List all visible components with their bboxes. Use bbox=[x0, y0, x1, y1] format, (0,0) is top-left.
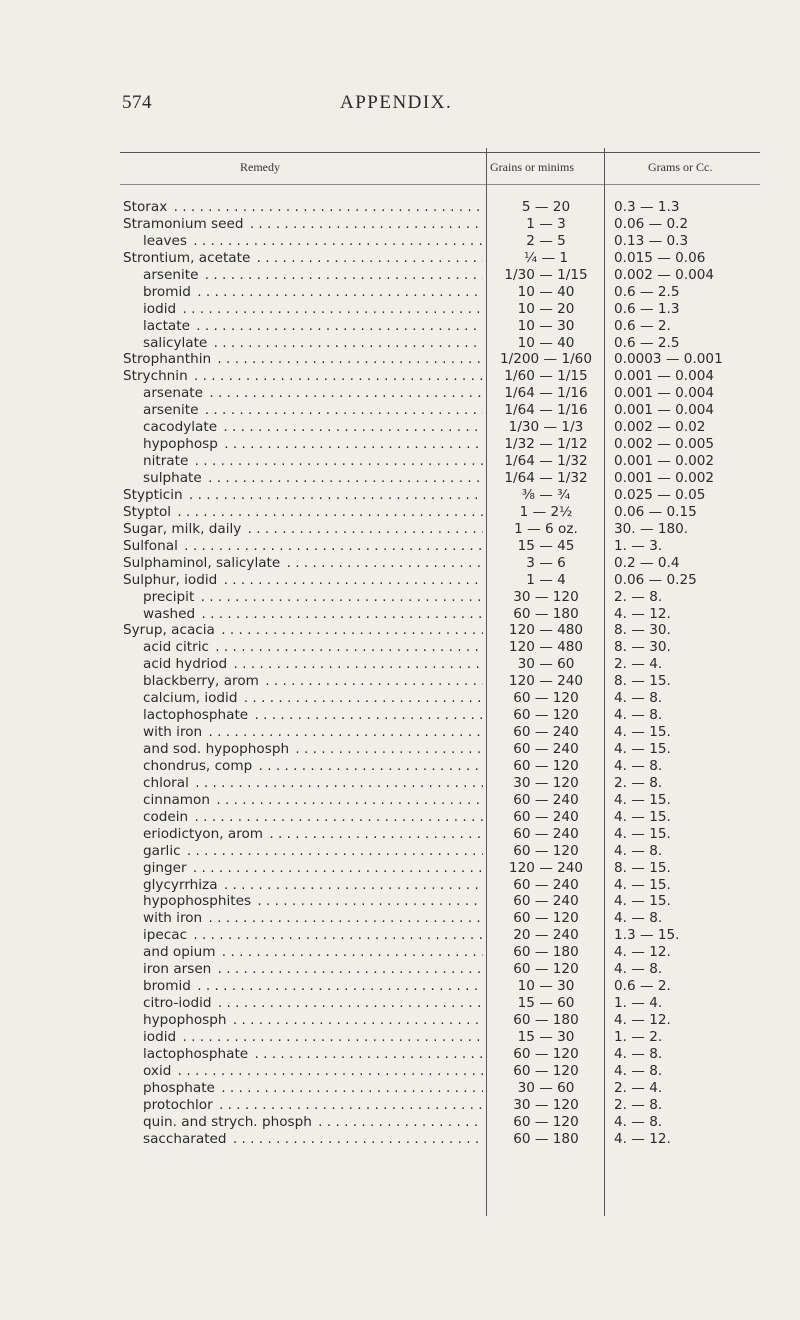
dose-grains: 1/30 — 1/15 bbox=[504, 266, 588, 283]
remedy-cell bbox=[143, 402, 483, 419]
dose-grains: 1/64 — 1/16 bbox=[504, 385, 588, 402]
dose-grains: 60 — 120 bbox=[513, 690, 579, 707]
dose-grains: 60 — 240 bbox=[513, 791, 579, 808]
dose-metric: 0.06 — 0.15 bbox=[614, 503, 697, 520]
dose-grains: 120 — 480 bbox=[508, 622, 584, 639]
table-row bbox=[0, 1046, 800, 1063]
table-row bbox=[0, 606, 800, 623]
dose-metric: 2. — 8. bbox=[614, 1096, 663, 1113]
dose-grains: 60 — 120 bbox=[513, 910, 579, 927]
remedy-name: hypophosp bbox=[143, 436, 218, 453]
remedy-name: saccharated bbox=[143, 1130, 227, 1147]
table-row bbox=[0, 216, 800, 233]
table-row bbox=[0, 690, 800, 707]
dose-metric: 0.001 — 0.004 bbox=[614, 385, 715, 402]
table-top-rule bbox=[120, 152, 760, 153]
dose-grains: 60 — 120 bbox=[513, 707, 579, 724]
dose-metric: 4. — 12. bbox=[614, 944, 671, 961]
remedy-name: precipit bbox=[143, 588, 195, 605]
remedy-cell bbox=[143, 267, 483, 284]
table-row bbox=[0, 301, 800, 318]
table-row bbox=[0, 995, 800, 1012]
table-row bbox=[0, 284, 800, 301]
remedy-name: Stramonium seed bbox=[123, 215, 244, 232]
dose-grains: 60 — 240 bbox=[513, 893, 579, 910]
dose-metric: 4. — 8. bbox=[614, 757, 663, 774]
remedy-name: salicylate bbox=[143, 334, 208, 351]
table-row bbox=[0, 504, 800, 521]
table-row bbox=[0, 758, 800, 775]
table-row bbox=[0, 436, 800, 453]
dose-metric: 0.025 — 0.05 bbox=[614, 486, 706, 503]
dose-metric: 0.2 — 0.4 bbox=[614, 554, 680, 571]
remedy-name: Stypticin bbox=[123, 486, 183, 503]
dose-grains: 1/64 — 1/32 bbox=[504, 453, 588, 470]
remedy-name: acid hydriod bbox=[143, 656, 228, 673]
dose-metric: 2. — 8. bbox=[614, 588, 663, 605]
dose-grains: 1/30 — 1/3 bbox=[508, 419, 584, 436]
remedy-cell bbox=[143, 843, 483, 860]
remedy-name: iodid bbox=[143, 300, 177, 317]
header-rule bbox=[120, 184, 760, 185]
remedy-cell bbox=[123, 622, 483, 639]
dose-metric: 0.001 — 0.002 bbox=[614, 453, 715, 470]
dose-metric: 0.06 — 0.2 bbox=[614, 215, 689, 232]
table-row bbox=[0, 267, 800, 284]
remedy-cell bbox=[143, 301, 483, 318]
remedy-cell bbox=[123, 572, 483, 589]
dose-grains: 30 — 60 bbox=[517, 1079, 575, 1096]
column-header-remedy: Remedy bbox=[240, 160, 280, 174]
remedy-name: eriodictyon, arom bbox=[143, 825, 264, 842]
dose-metric: 4. — 15. bbox=[614, 724, 671, 741]
remedy-cell bbox=[143, 385, 483, 402]
table-row bbox=[0, 1097, 800, 1114]
remedy-name: bromid bbox=[143, 978, 191, 995]
remedy-cell bbox=[123, 521, 483, 538]
table-row bbox=[0, 673, 800, 690]
dose-metric: 8. — 30. bbox=[614, 622, 671, 639]
remedy-name: blackberry, arom bbox=[143, 673, 259, 690]
remedy-name: nitrate bbox=[143, 453, 189, 470]
remedy-name: quin. and strych. phosph bbox=[143, 1113, 312, 1130]
table-row bbox=[0, 978, 800, 995]
remedy-name: acid citric bbox=[143, 639, 209, 656]
table-row bbox=[0, 589, 800, 606]
remedy-cell bbox=[143, 944, 483, 961]
table-row bbox=[0, 368, 800, 385]
remedy-name: iron arsen bbox=[143, 961, 212, 978]
dose-grains: 1 — 6 oz. bbox=[514, 520, 578, 537]
column-header-metric: Grams or Cc. bbox=[648, 160, 713, 174]
remedy-cell bbox=[143, 893, 483, 910]
remedy-name: arsenite bbox=[143, 402, 199, 419]
table-row bbox=[0, 927, 800, 944]
remedy-name: chondrus, comp bbox=[143, 757, 253, 774]
dose-metric: 0.015 — 0.06 bbox=[614, 249, 706, 266]
dose-grains: 60 — 180 bbox=[513, 1012, 579, 1028]
table-row bbox=[0, 724, 800, 741]
dose-grains: 10 — 40 bbox=[517, 283, 575, 300]
remedy-name: Strontium, acetate bbox=[123, 249, 251, 266]
dose-metric: 0.002 — 0.02 bbox=[614, 419, 706, 436]
remedy-name: cinnamon bbox=[143, 791, 210, 808]
remedy-cell bbox=[123, 487, 483, 504]
remedy-name: lactate bbox=[143, 317, 190, 334]
remedy-name: protochlor bbox=[143, 1096, 213, 1113]
dose-grains: 15 — 60 bbox=[517, 995, 575, 1012]
remedy-cell bbox=[143, 809, 483, 826]
remedy-name: washed bbox=[143, 605, 196, 622]
dose-metric: 8. — 15. bbox=[614, 859, 671, 876]
remedy-cell bbox=[123, 199, 483, 216]
remedy-cell bbox=[143, 792, 483, 809]
remedy-cell bbox=[123, 555, 483, 572]
table-row bbox=[0, 622, 800, 639]
dose-metric: 0.002 — 0.004 bbox=[614, 266, 715, 283]
remedy-name: citro-iodid bbox=[143, 995, 212, 1012]
dose-grains: ¼ — 1 bbox=[523, 249, 569, 266]
dose-grains: 30 — 120 bbox=[513, 588, 579, 605]
remedy-name: and opium bbox=[143, 944, 216, 961]
table-row bbox=[0, 521, 800, 538]
running-head: APPENDIX. bbox=[340, 92, 453, 113]
table-row bbox=[0, 809, 800, 826]
remedy-name: phosphate bbox=[143, 1079, 215, 1096]
dose-metric: 0.6 — 1.3 bbox=[614, 300, 680, 317]
remedy-name: with iron bbox=[143, 724, 203, 741]
dose-grains: 60 — 240 bbox=[513, 741, 579, 757]
dose-metric: 4. — 8. bbox=[614, 910, 663, 927]
remedy-cell bbox=[143, 589, 483, 606]
dose-grains: 60 — 120 bbox=[513, 961, 579, 978]
remedy-cell bbox=[143, 961, 483, 978]
table-row bbox=[0, 335, 800, 352]
remedy-cell bbox=[143, 1046, 483, 1063]
remedy-name: Styptol bbox=[123, 503, 172, 520]
dose-metric: 0.6 — 2. bbox=[614, 317, 671, 334]
dose-metric: 8. — 15. bbox=[614, 673, 671, 690]
remedy-name: ipecac bbox=[143, 927, 188, 944]
table-row bbox=[0, 419, 800, 436]
dose-grains: 1/32 — 1/12 bbox=[504, 436, 588, 453]
table-row bbox=[0, 402, 800, 419]
dose-grains: 60 — 120 bbox=[513, 1045, 579, 1062]
dose-grains: 1 — 3 bbox=[526, 215, 566, 232]
dose-metric: 4. — 8. bbox=[614, 1113, 663, 1130]
remedy-name: and sod. hypophosph bbox=[143, 741, 290, 757]
table-row bbox=[0, 826, 800, 843]
dose-grains: 5 — 20 bbox=[521, 199, 571, 215]
remedy-cell bbox=[143, 639, 483, 656]
dose-metric: 4. — 15. bbox=[614, 825, 671, 842]
dose-metric: 0.3 — 1.3 bbox=[614, 199, 680, 215]
page-number: 574 bbox=[122, 92, 152, 113]
table-row bbox=[0, 453, 800, 470]
remedy-cell bbox=[143, 656, 483, 673]
remedy-name: codein bbox=[143, 808, 189, 825]
table-row bbox=[0, 860, 800, 877]
dose-grains: 60 — 180 bbox=[513, 1130, 579, 1147]
table-row bbox=[0, 250, 800, 267]
remedy-cell bbox=[143, 1097, 483, 1114]
dose-grains: 60 — 240 bbox=[513, 724, 579, 741]
table-row bbox=[0, 351, 800, 368]
remedy-cell bbox=[143, 927, 483, 944]
table-row bbox=[0, 1114, 800, 1131]
table-row bbox=[0, 555, 800, 572]
dose-grains: 1/60 — 1/15 bbox=[504, 368, 588, 385]
dose-grains: 10 — 30 bbox=[517, 978, 575, 995]
table-row bbox=[0, 470, 800, 487]
remedy-cell bbox=[143, 690, 483, 707]
dose-grains: 10 — 20 bbox=[517, 300, 575, 317]
dose-grains: 10 — 30 bbox=[517, 317, 575, 334]
dose-grains: 1/64 — 1/32 bbox=[504, 470, 588, 486]
remedy-cell bbox=[143, 419, 483, 436]
dose-grains: 60 — 180 bbox=[513, 944, 579, 961]
dose-grains: 60 — 240 bbox=[513, 808, 579, 825]
dose-metric: 0.6 — 2.5 bbox=[614, 334, 680, 351]
dose-grains: 30 — 120 bbox=[513, 1096, 579, 1113]
dose-grains: 15 — 30 bbox=[517, 1028, 575, 1045]
remedy-cell bbox=[143, 707, 483, 724]
dose-metric: 0.001 — 0.004 bbox=[614, 402, 715, 419]
remedy-cell bbox=[143, 978, 483, 995]
dose-grains: 30 — 120 bbox=[513, 774, 579, 791]
dose-metric: 0.001 — 0.002 bbox=[614, 470, 715, 486]
dose-grains: 30 — 60 bbox=[517, 656, 575, 673]
remedy-name: Strychnin bbox=[123, 368, 188, 385]
table-row bbox=[0, 843, 800, 860]
remedy-cell bbox=[143, 1131, 483, 1148]
table-row bbox=[0, 233, 800, 250]
remedy-name: iodid bbox=[143, 1028, 177, 1045]
remedy-cell bbox=[143, 758, 483, 775]
dose-metric: 1. — 3. bbox=[614, 537, 663, 554]
dose-grains: 60 — 120 bbox=[513, 1113, 579, 1130]
dose-metric: 8. — 30. bbox=[614, 639, 671, 656]
dose-grains: 1/64 — 1/16 bbox=[504, 402, 588, 419]
remedy-name: Sugar, milk, daily bbox=[123, 520, 242, 537]
remedy-name: oxid bbox=[143, 1062, 172, 1079]
dose-metric: 30. — 180. bbox=[614, 520, 689, 537]
dose-grains: 60 — 120 bbox=[513, 757, 579, 774]
dose-grains: 120 — 240 bbox=[508, 859, 584, 876]
table-row bbox=[0, 1012, 800, 1029]
remedy-name: hypophosph bbox=[143, 1012, 227, 1028]
remedy-name: garlic bbox=[143, 842, 181, 859]
remedy-name: lactophosphate bbox=[143, 1045, 249, 1062]
table-row bbox=[0, 487, 800, 504]
remedy-cell bbox=[143, 453, 483, 470]
remedy-name: Sulphaminol, salicylate bbox=[123, 554, 281, 571]
dose-metric: 4. — 15. bbox=[614, 893, 671, 910]
dose-metric: 0.0003 — 0.001 bbox=[614, 351, 723, 368]
table-row bbox=[0, 1131, 800, 1148]
dose-grains: 1 — 4 bbox=[526, 571, 566, 588]
dose-metric: 4. — 12. bbox=[614, 605, 671, 622]
dose-metric: 0.6 — 2.5 bbox=[614, 283, 680, 300]
remedy-cell bbox=[143, 826, 483, 843]
dose-grains: 15 — 45 bbox=[517, 537, 575, 554]
remedy-cell bbox=[143, 1114, 483, 1131]
table-row bbox=[0, 893, 800, 910]
table-row bbox=[0, 572, 800, 589]
table-row bbox=[0, 944, 800, 961]
table-row bbox=[0, 199, 800, 216]
remedy-cell bbox=[143, 910, 483, 927]
remedy-cell bbox=[143, 1080, 483, 1097]
remedy-name: arsenate bbox=[143, 385, 204, 402]
table-row bbox=[0, 656, 800, 673]
table-row bbox=[0, 792, 800, 809]
dose-metric: 1. — 2. bbox=[614, 1028, 663, 1045]
remedy-name: Sulfonal bbox=[123, 537, 178, 554]
table-row bbox=[0, 910, 800, 927]
dose-grains: 1 — 2½ bbox=[519, 503, 573, 520]
dose-metric: 4. — 8. bbox=[614, 842, 663, 859]
remedy-name: sulphate bbox=[143, 470, 202, 486]
table-row bbox=[0, 385, 800, 402]
dose-grains: 60 — 240 bbox=[513, 825, 579, 842]
dose-grains: 60 — 240 bbox=[513, 876, 579, 893]
remedy-cell bbox=[143, 284, 483, 301]
table-row bbox=[0, 639, 800, 656]
remedy-name: Syrup, acacia bbox=[123, 622, 215, 639]
table-row bbox=[0, 538, 800, 555]
remedy-name: chloral bbox=[143, 774, 189, 791]
dose-metric: 2. — 4. bbox=[614, 1079, 663, 1096]
remedy-name: bromid bbox=[143, 283, 191, 300]
dose-metric: 4. — 15. bbox=[614, 876, 671, 893]
table-row bbox=[0, 1063, 800, 1080]
remedy-cell bbox=[143, 1063, 483, 1080]
table-row bbox=[0, 707, 800, 724]
remedy-cell bbox=[123, 250, 483, 267]
remedy-name: with iron bbox=[143, 910, 203, 927]
table-row bbox=[0, 318, 800, 335]
dose-metric: 4. — 8. bbox=[614, 1045, 663, 1062]
dose-metric: 0.001 — 0.004 bbox=[614, 368, 715, 385]
dose-metric: 4. — 12. bbox=[614, 1130, 671, 1147]
dose-grains: 60 — 120 bbox=[513, 1062, 579, 1079]
dose-metric: 0.13 — 0.3 bbox=[614, 232, 689, 249]
dose-metric: 4. — 8. bbox=[614, 690, 663, 707]
remedy-cell bbox=[123, 538, 483, 555]
remedy-cell bbox=[123, 368, 483, 385]
dose-grains: 1/200 — 1/60 bbox=[500, 351, 592, 368]
remedy-name: ginger bbox=[143, 859, 187, 876]
dose-grains: 3 — 6 bbox=[526, 554, 566, 571]
dose-metric: 4. — 15. bbox=[614, 741, 671, 757]
remedy-cell bbox=[123, 351, 483, 368]
remedy-cell bbox=[143, 775, 483, 792]
dose-metric: 0.002 — 0.005 bbox=[614, 436, 715, 453]
remedy-cell bbox=[143, 1029, 483, 1046]
remedy-cell bbox=[143, 470, 483, 487]
dose-metric: 0.6 — 2. bbox=[614, 978, 671, 995]
remedy-cell bbox=[143, 335, 483, 352]
table-row bbox=[0, 1029, 800, 1046]
dose-grains: 60 — 120 bbox=[513, 842, 579, 859]
remedy-name: cacodylate bbox=[143, 419, 218, 436]
remedy-name: Storax bbox=[123, 199, 168, 215]
remedy-cell bbox=[143, 1012, 483, 1029]
dose-grains: 2 — 5 bbox=[526, 232, 566, 249]
dose-metric: 4. — 8. bbox=[614, 1062, 663, 1079]
remedy-cell bbox=[143, 995, 483, 1012]
column-header-dose: Grains or minims bbox=[490, 160, 574, 174]
table-row bbox=[0, 741, 800, 758]
dose-metric: 4. — 8. bbox=[614, 961, 663, 978]
remedy-name: calcium, iodid bbox=[143, 690, 238, 707]
remedy-name: arsenite bbox=[143, 266, 199, 283]
remedy-cell bbox=[143, 318, 483, 335]
dose-metric: 4. — 15. bbox=[614, 791, 671, 808]
remedy-name: glycyrrhiza bbox=[143, 876, 218, 893]
remedy-name: Sulphur, iodid bbox=[123, 571, 218, 588]
dose-grains: 20 — 240 bbox=[513, 927, 579, 944]
remedy-cell bbox=[143, 233, 483, 250]
remedy-cell bbox=[123, 216, 483, 233]
table-row bbox=[0, 775, 800, 792]
dose-metric: 1. — 4. bbox=[614, 995, 663, 1012]
remedy-name: lactophosphate bbox=[143, 707, 249, 724]
dose-metric: 0.06 — 0.25 bbox=[614, 571, 697, 588]
remedy-cell bbox=[143, 606, 483, 623]
remedy-name: hypophosphites bbox=[143, 893, 252, 910]
dose-grains: 120 — 480 bbox=[508, 639, 584, 656]
remedy-cell bbox=[143, 673, 483, 690]
remedy-cell bbox=[143, 436, 483, 453]
dose-metric: 4. — 15. bbox=[614, 808, 671, 825]
dose-grains: 10 — 40 bbox=[517, 334, 575, 351]
remedy-cell bbox=[143, 877, 483, 894]
dose-metric: 4. — 12. bbox=[614, 1012, 671, 1028]
remedy-cell bbox=[123, 504, 483, 521]
table-row bbox=[0, 1080, 800, 1097]
remedy-name: leaves bbox=[143, 232, 187, 249]
dose-grains: ⅜ — ¾ bbox=[521, 486, 571, 503]
remedy-cell bbox=[143, 724, 483, 741]
dose-metric: 1.3 — 15. bbox=[614, 927, 680, 944]
remedy-name: Strophanthin bbox=[123, 351, 212, 368]
dosage-table bbox=[0, 199, 800, 1148]
dose-metric: 2. — 8. bbox=[614, 774, 663, 791]
dose-metric: 2. — 4. bbox=[614, 656, 663, 673]
remedy-cell bbox=[143, 741, 483, 758]
dose-metric: 4. — 8. bbox=[614, 707, 663, 724]
table-row bbox=[0, 877, 800, 894]
remedy-cell bbox=[143, 860, 483, 877]
table-row bbox=[0, 961, 800, 978]
dose-grains: 120 — 240 bbox=[508, 673, 584, 690]
dose-grains: 60 — 180 bbox=[513, 605, 579, 622]
